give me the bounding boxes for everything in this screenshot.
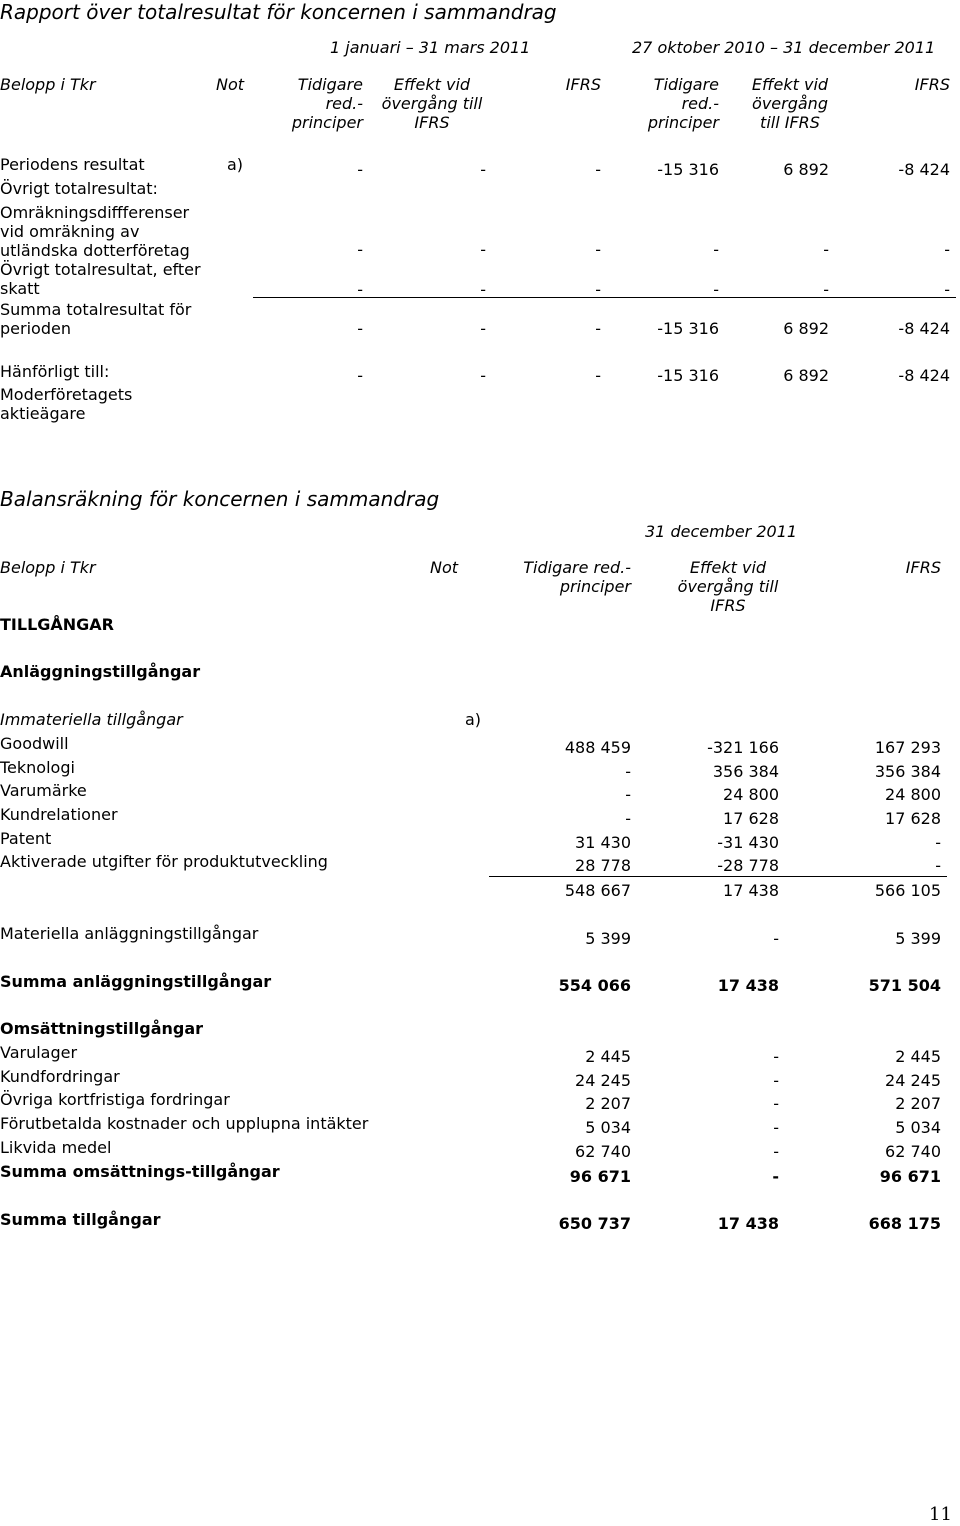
report-row-label: Moderföretagets aktieägare — [0, 385, 133, 423]
immateriella-row-label: Patent — [0, 829, 52, 848]
balance-col-header-1: Tidigare red.- principer — [523, 558, 631, 596]
report-row-label: Övrigt totalresultat, efter skatt — [0, 260, 201, 298]
omsattning-row-cell: 5 034 — [585, 1118, 631, 1137]
balance-col-header-2: Effekt vid övergång till IFRS — [677, 558, 779, 615]
immateriella-row-cell: - — [625, 785, 631, 804]
col-header-4: Tidigare red.- principer — [647, 75, 719, 132]
immateriella-row-cell: - — [625, 762, 631, 781]
immateriella-row-label: Teknologi — [0, 758, 75, 777]
omsattning-row-cell: 5 034 — [895, 1118, 941, 1137]
report-cell: 6 892 — [783, 366, 829, 385]
omsattning-row-label: Övriga kortfristiga fordringar — [0, 1090, 230, 1109]
col-header-3: IFRS — [565, 75, 601, 94]
report-cell: - — [944, 240, 950, 259]
immateriella-row-cell: - — [625, 809, 631, 828]
immateriella-row-cell: -28 778 — [717, 856, 779, 875]
period-2: 27 oktober 2010 – 31 december 2011 — [632, 38, 936, 57]
omsattning-row-cell: 2 207 — [585, 1094, 631, 1113]
report-cell: - — [357, 280, 363, 299]
omsattning-row-cell: 24 245 — [575, 1071, 631, 1090]
balance-period: 31 december 2011 — [645, 522, 798, 541]
immateriella-row-cell: - — [935, 833, 941, 852]
immateriella-row-label: Varumärke — [0, 781, 87, 800]
immateriella-row-cell: 31 430 — [575, 833, 631, 852]
report-cell: -8 424 — [898, 160, 950, 179]
report-row-label: Summa totalresultat för perioden — [0, 300, 192, 338]
summa-tillgangar-cell: 668 175 — [868, 1214, 941, 1233]
report-cell: - — [595, 319, 601, 338]
report-row-note: a) — [227, 155, 244, 174]
immateriella-heading: Immateriella tillgångar — [0, 710, 183, 729]
omsattning-row-label: Förutbetalda kostnader och upplupna intäkter — [0, 1114, 369, 1133]
immateriella-row-cell: - — [935, 856, 941, 875]
report-cell: - — [595, 280, 601, 299]
report-cell: - — [480, 280, 486, 299]
report-title: Rapport över totalresultat för koncernen i sammandrag — [0, 0, 557, 24]
immateriella-row-cell: -31 430 — [717, 833, 779, 852]
materiella-row-cell: 5 399 — [585, 929, 631, 948]
omsattning-row-cell: 2 207 — [895, 1094, 941, 1113]
report-cell: - — [595, 160, 601, 179]
omsattning-row-cell: 2 445 — [585, 1047, 631, 1066]
belopp-label: Belopp i Tkr — [0, 75, 96, 94]
anlaggning-heading: Anläggningstillgångar — [0, 662, 201, 681]
omsattning-row-label: Varulager — [0, 1043, 78, 1062]
report-cell: - — [595, 240, 601, 259]
summa-tillgangar-cell: 17 438 — [717, 1214, 779, 1233]
not-label: Not — [216, 75, 245, 94]
tillgangar-heading: TILLGÅNGAR — [0, 615, 114, 634]
immateriella-row-cell: 17 628 — [723, 809, 779, 828]
col-header-5: Effekt vid övergång till IFRS — [751, 75, 829, 132]
immateriella-row-cell: 24 800 — [723, 785, 779, 804]
report-row-label: Övrigt totalresultat: — [0, 179, 158, 198]
omsattning-row-cell: 2 445 — [895, 1047, 941, 1066]
omsattning-row-cell: - — [773, 1094, 779, 1113]
omsattning-row-label: Kundfordringar — [0, 1067, 120, 1086]
report-cell: - — [480, 366, 486, 385]
report-cell: -15 316 — [657, 366, 719, 385]
report-cell: - — [944, 280, 950, 299]
report-row-label: Periodens resultat — [0, 155, 145, 174]
immateriella-row-cell: 17 628 — [885, 809, 941, 828]
immateriella-sum-cell: 17 438 — [723, 881, 779, 900]
omsattning-row-label: Likvida medel — [0, 1138, 112, 1157]
report-cell: 6 892 — [783, 319, 829, 338]
report-cell: - — [713, 280, 719, 299]
col-header-6: IFRS — [914, 75, 950, 94]
report-cell: - — [713, 240, 719, 259]
report-cell: - — [357, 319, 363, 338]
page-number: 11 — [929, 1504, 952, 1525]
report-cell: - — [823, 240, 829, 259]
balance-title: Balansräkning för koncernen i sammandrag — [0, 487, 440, 511]
report-row-label: Hänförligt till: — [0, 362, 110, 381]
report-cell: - — [357, 366, 363, 385]
report-cell: -8 424 — [898, 319, 950, 338]
report-cell: - — [823, 280, 829, 299]
report-cell: - — [480, 319, 486, 338]
summa-omsattning-cell: 96 671 — [879, 1167, 941, 1186]
omsattning-row-cell: - — [773, 1047, 779, 1066]
summa-tillgangar-cell: 650 737 — [558, 1214, 631, 1233]
balance-col-header-3: IFRS — [905, 558, 941, 577]
immateriella-row-cell: 24 800 — [885, 785, 941, 804]
balance-belopp-label: Belopp i Tkr — [0, 558, 96, 577]
report-cell: -8 424 — [898, 366, 950, 385]
report-cell: - — [480, 240, 486, 259]
omsattning-row-cell: - — [773, 1071, 779, 1090]
summa-anlaggning-cell: 571 504 — [868, 976, 941, 995]
immateriella-row-cell: 167 293 — [874, 738, 941, 757]
report-row-label: Omräkningsdiffferenser vid omräkning av utländska dotterföretag — [0, 203, 190, 260]
immateriella-row-cell: 356 384 — [874, 762, 941, 781]
summa-anlaggning-cell: 554 066 — [558, 976, 631, 995]
omsattning-row-cell: 24 245 — [885, 1071, 941, 1090]
immateriella-sum-cell: 566 105 — [874, 881, 941, 900]
immateriella-note: a) — [465, 710, 482, 729]
report-rule — [253, 297, 956, 298]
report-cell: - — [480, 160, 486, 179]
summa-omsattning-cell: - — [772, 1167, 779, 1186]
summa-omsattning-label: Summa omsättnings-tillgångar — [0, 1162, 280, 1181]
materiella-row-cell: - — [773, 929, 779, 948]
omsattning-row-cell: 62 740 — [575, 1142, 631, 1161]
materiella-row-cell: 5 399 — [895, 929, 941, 948]
omsattning-row-cell: - — [773, 1142, 779, 1161]
summa-anlaggning-cell: 17 438 — [717, 976, 779, 995]
immateriella-row-label: Aktiverade utgifter för produktutveckling — [0, 852, 328, 871]
period-1: 1 januari – 31 mars 2011 — [330, 38, 531, 57]
immateriella-row-cell: 28 778 — [575, 856, 631, 875]
immateriella-row-cell: -321 166 — [707, 738, 779, 757]
col-header-2: Effekt vid övergång till IFRS — [381, 75, 483, 132]
balance-not-label: Not — [430, 558, 459, 577]
col-header-1: Tidigare red.- principer — [291, 75, 363, 132]
omsattning-row-cell: 62 740 — [885, 1142, 941, 1161]
materiella-row-label: Materiella anläggningstillgångar — [0, 924, 259, 943]
report-cell: - — [595, 366, 601, 385]
omsattning-row-cell: - — [773, 1118, 779, 1137]
immateriella-row-cell: 356 384 — [712, 762, 779, 781]
report-cell: - — [357, 160, 363, 179]
immateriella-sum-rule — [489, 876, 947, 877]
immateriella-row-label: Goodwill — [0, 734, 69, 753]
summa-anlaggning-label: Summa anläggningstillgångar — [0, 972, 272, 991]
immateriella-row-cell: 488 459 — [564, 738, 631, 757]
report-cell: - — [357, 240, 363, 259]
immateriella-sum-cell: 548 667 — [564, 881, 631, 900]
immateriella-row-label: Kundrelationer — [0, 805, 118, 824]
report-cell: -15 316 — [657, 319, 719, 338]
summa-omsattning-cell: 96 671 — [569, 1167, 631, 1186]
omsattning-heading: Omsättningstillgångar — [0, 1019, 204, 1038]
summa-tillgangar-label: Summa tillgångar — [0, 1210, 161, 1229]
report-cell: -15 316 — [657, 160, 719, 179]
report-cell: 6 892 — [783, 160, 829, 179]
